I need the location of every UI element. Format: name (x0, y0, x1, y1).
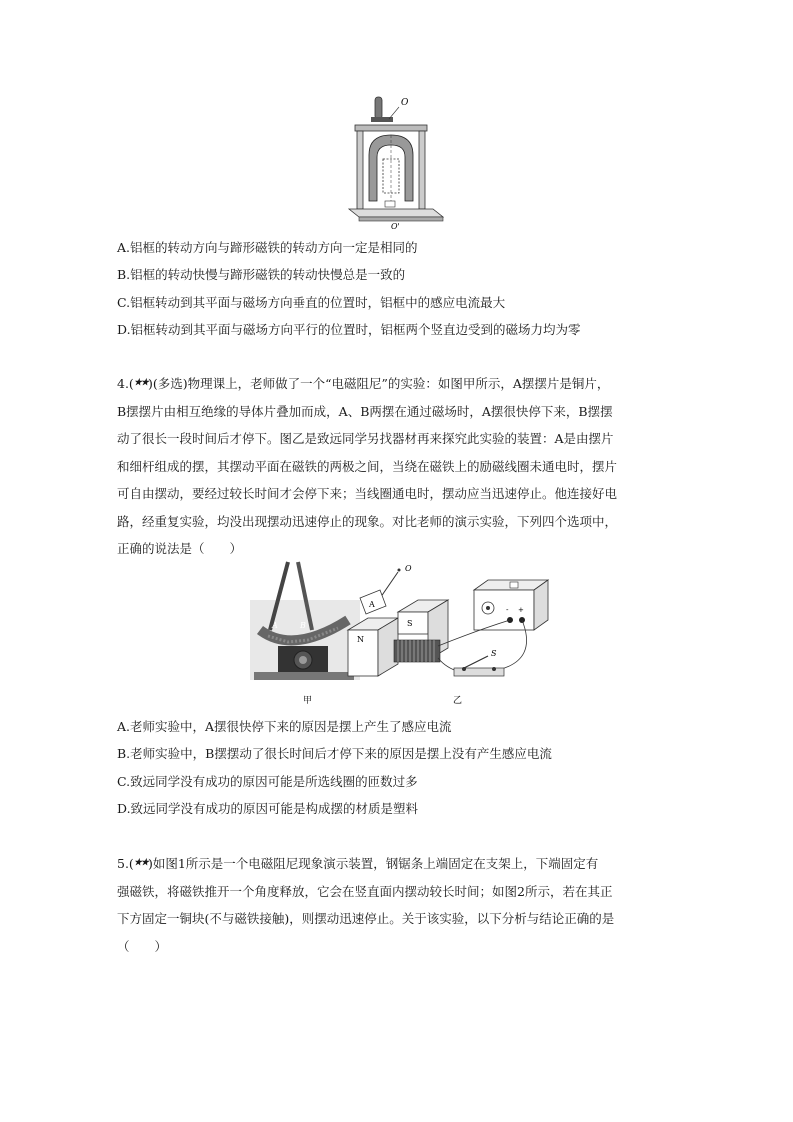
svg-text:甲: 甲 (303, 696, 313, 706)
q4-option-b: B.老师实验中，B摆摆动了很长时间后才停下来的原因是摆上没有产生感应电流 (117, 746, 552, 761)
svg-text:O: O (401, 98, 409, 108)
electromagnetic-damping-figure (248, 560, 558, 710)
q3-option-b: B.铝框的转动快慢与蹄形磁铁的转动快慢总是一致的 (117, 267, 406, 282)
q4-option-c: C.致远同学没有成功的原因可能是所选线圈的匝数过多 (117, 774, 418, 789)
svg-text:S: S (407, 619, 413, 628)
difficulty-stars-icon: ★★ (133, 858, 148, 868)
q4-line-7: 正确的说法是（ ） (117, 541, 243, 556)
figure-jia (250, 562, 360, 680)
q4-option-d: D.致远同学没有成功的原因可能是构成摆的材质是塑料 (117, 801, 419, 816)
figure-yi (348, 564, 548, 676)
svg-text:O': O' (391, 222, 400, 230)
q4-line-1: 4.(★★)(多选)物理课上，老师做了一个“电磁阻尼”的实验：如图甲所示，A摆摆片是铜片， (117, 370, 682, 398)
q4-stem (117, 370, 682, 563)
svg-text:A: A (272, 621, 278, 630)
svg-text:O: O (405, 564, 412, 573)
q5-line-4: （ ） (117, 938, 168, 954)
q4-line-4: 和细杆组成的摆，其摆动平面在磁铁的两极之间，当绕在磁铁上的励磁线圈未通电时，摆片 (117, 458, 618, 474)
svg-text:-: - (506, 606, 509, 614)
svg-text:S: S (491, 649, 497, 658)
q4-line-5: 可自由摆动，要经过较长时间才会停下来；当线圈通电时，摆动应当迅速停止。他连接好电 (117, 486, 618, 501)
q4-line-6: 路，经重复实验，均没出现摆动迅速停止的现象。对比老师的演示实验，下列四个选项中， (117, 513, 618, 529)
svg-text:+: + (518, 606, 524, 614)
q5-line-1: 5.(★★)如图1所示是一个电磁阻尼现象演示装置，钢锯条上端固定在支架上，下端固定有 (117, 850, 682, 878)
aluminum-frame-figure (345, 95, 450, 230)
q5-line-3: 下方固定一铜块(不与磁铁接触)，则摆动迅速停止。关于该实验，以下分析与结论正确的是 (117, 911, 615, 926)
q3-option-c: C.铝框转动到其平面与磁场方向垂直的位置时，铝框中的感应电流最大 (117, 295, 506, 310)
q3-option-d: D.铝框转动到其平面与磁场方向平行的位置时，铝框两个竖直边受到的磁场力均为零 (117, 322, 581, 337)
svg-text:A: A (369, 600, 375, 609)
q4-option-a: A.老师实验中，A摆很快停下来的原因是摆上产生了感应电流 (117, 719, 452, 734)
q3-option-a: A.铝框的转动方向与蹄形磁铁的转动方向一定是相同的 (117, 240, 418, 255)
svg-text:乙: 乙 (453, 696, 463, 706)
q5-line-2: 强磁铁，将磁铁推开一个角度释放，它会在竖直面内摆动较长时间；如图2所示，若在其正 (117, 883, 613, 899)
svg-text:N: N (357, 635, 364, 644)
difficulty-stars-icon: ★★ (133, 378, 148, 388)
q4-line-2: B摆摆片由相互绝缘的导体片叠加而成，A、B两摆在通过磁场时，A摆很快停下来，B摆摆 (117, 403, 613, 419)
q4-line-3: 动了很长一段时间后才停下。图乙是致远同学另找器材再来探究此实验的装置：A是由摆片 (117, 431, 614, 446)
svg-text:B: B (300, 621, 306, 630)
q5-stem (117, 850, 682, 960)
